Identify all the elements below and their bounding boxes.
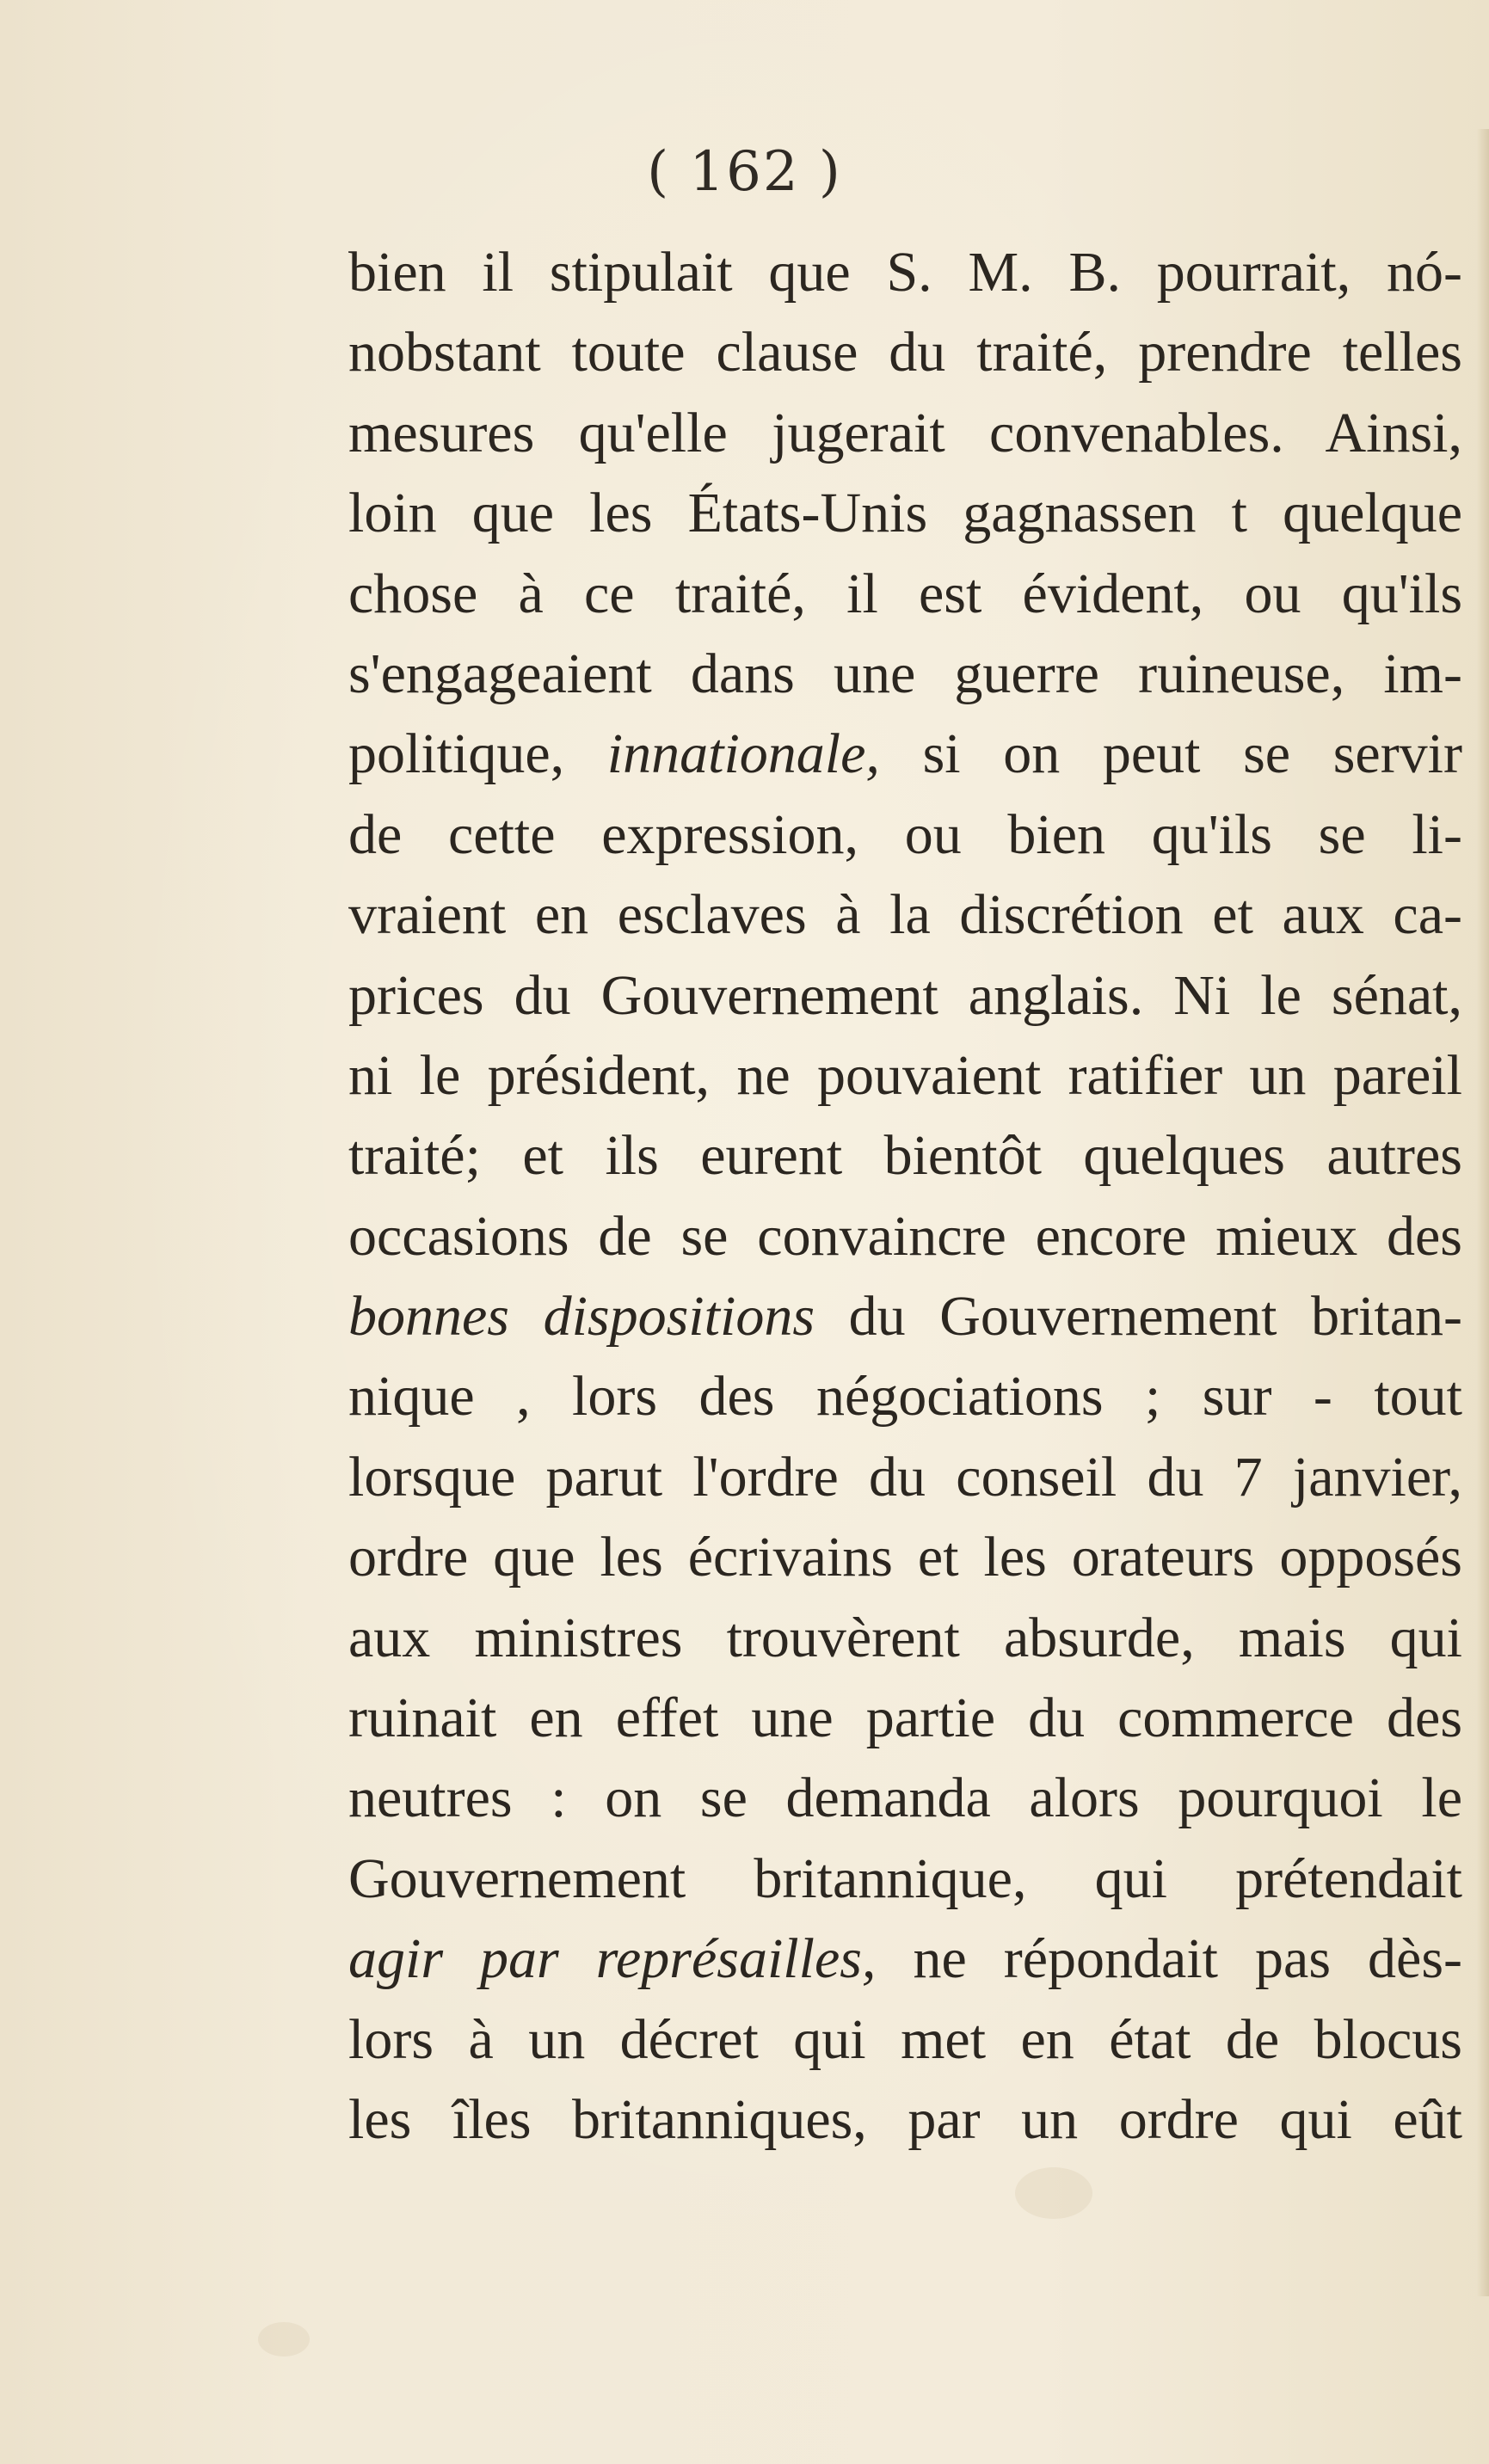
text-line (348, 1758, 1462, 1838)
text-line (348, 393, 1462, 473)
text-segment: du Gouvernement britan- (815, 1285, 1463, 1349)
text-segment: lorsque parut l'ordre du conseil du 7 janvier, (348, 1445, 1462, 1509)
text-segment: prices du Gouvernement anglais. Ni le sénat, (348, 963, 1462, 1027)
text-line (348, 1356, 1462, 1436)
text-line (348, 312, 1462, 392)
text-line (348, 634, 1462, 714)
text-segment: si on peut se servir (879, 722, 1462, 786)
text-segment: traité; et ils eurent bientôt quelques autres (348, 1124, 1462, 1188)
text-line (348, 473, 1462, 553)
text-segment: ordre que les écrivains et les orateurs opposés (348, 1526, 1462, 1589)
text-line (348, 1598, 1462, 1678)
text-segment: ni le président, ne pouvaient ratifier un pareil (348, 1043, 1462, 1107)
italic-text: agir par représailles, (348, 1927, 877, 1991)
text-line (348, 955, 1462, 1035)
text-segment: bien il stipulait que S. M. B. pourrait, nó- (348, 241, 1462, 304)
text-line (348, 1678, 1462, 1758)
text-segment: vraient en esclaves à la discrétion et aux ca- (348, 883, 1462, 947)
text-segment: mesures qu'elle jugerait convenables. Ainsi, (348, 401, 1462, 464)
text-line (348, 1035, 1462, 1115)
text-segment: aux ministres trouvèrent absurde, mais qui (348, 1606, 1462, 1669)
text-line (348, 1437, 1462, 1517)
italic-text: innationale, (606, 722, 880, 786)
text-line (348, 795, 1462, 875)
text-line (348, 2080, 1462, 2160)
text-line (348, 1115, 1462, 1195)
text-line (348, 875, 1462, 955)
text-line (348, 554, 1462, 634)
text-segment: loin que les États-Unis gagnassen t quelque (348, 482, 1462, 545)
text-segment: nique , lors des négociations ; sur - tout (348, 1365, 1462, 1429)
text-line (348, 1517, 1462, 1597)
text-segment: de cette expression, ou bien qu'ils se li- (348, 802, 1462, 866)
paper-stain (1015, 2167, 1092, 2219)
text-line (348, 1839, 1462, 1919)
text-segment: Gouvernement britannique, qui prétendait (348, 1846, 1462, 1910)
text-line (348, 1276, 1462, 1356)
text-segment: s'engageaient dans une guerre ruineuse, im- (348, 642, 1462, 705)
text-segment: les îles britanniques, par un ordre qui eût (348, 2087, 1462, 2151)
italic-text: bonnes dispositions (348, 1285, 815, 1349)
paper-stain (258, 2322, 310, 2356)
text-line (348, 1196, 1462, 1276)
text-segment: chose à ce traité, il est évident, ou qu'ils (348, 562, 1462, 625)
page-number: ( 162 ) (647, 140, 842, 204)
text-line (348, 1919, 1462, 1999)
text-segment: ruinait en effet une partie du commerce des (348, 1687, 1462, 1750)
text-line (348, 232, 1462, 312)
text-segment: lors à un décret qui met en état de blocus (348, 2007, 1462, 2071)
body-text (348, 232, 1462, 2160)
text-segment: politique, (348, 722, 607, 786)
text-line (348, 2000, 1462, 2080)
page-edge-shadow (1477, 129, 1489, 2296)
text-segment: occasions de se convaincre encore mieux des (348, 1204, 1462, 1268)
text-line (348, 714, 1462, 794)
text-segment: neutres : on se demanda alors pourquoi le (348, 1767, 1462, 1830)
text-segment: nobstant toute clause du traité, prendre telles (348, 321, 1462, 384)
text-segment: ne répondait pas dès- (876, 1927, 1462, 1991)
